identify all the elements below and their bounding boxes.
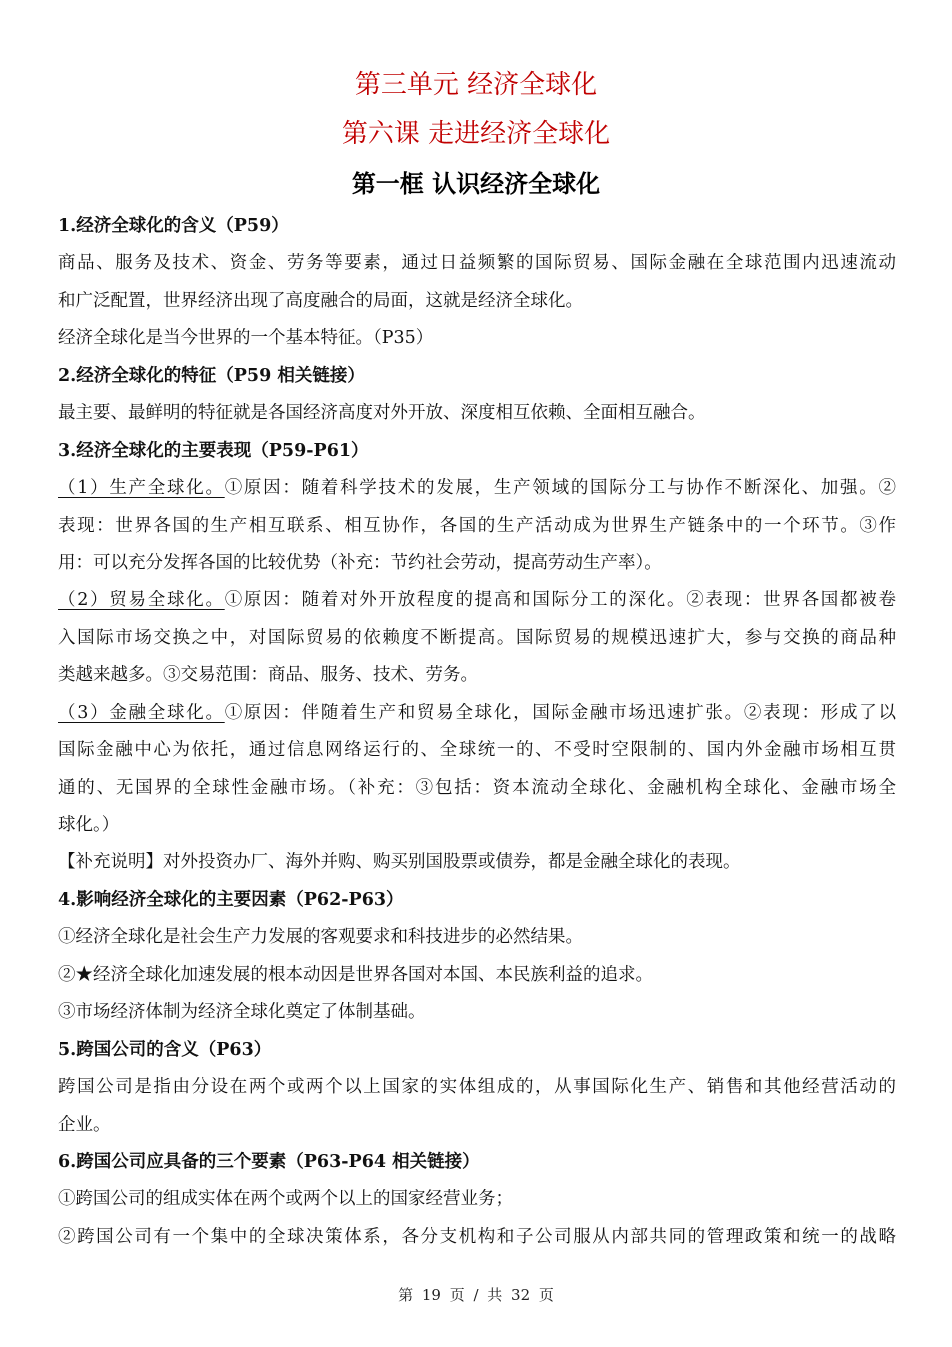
text-line bbox=[58, 657, 896, 694]
line-text: ③市场经济体制为经济全球化奠定了体制基础。 bbox=[58, 1002, 426, 1023]
text-line bbox=[58, 395, 896, 432]
line-text: 国际金融中心为依托，通过信息网络运行的、全球统一的、不受时空限制的、国内外金融市场相互贯 bbox=[58, 740, 896, 761]
text-line bbox=[58, 470, 896, 507]
section-heading: 4.影响经济全球化的主要因素（P62-P63） bbox=[58, 889, 404, 910]
text-line bbox=[58, 732, 896, 769]
text-line bbox=[58, 770, 896, 807]
text-line bbox=[58, 994, 896, 1031]
line-text: 最主要、最鲜明的特征就是各国经济高度对外开放、深度相互依赖、全面相互融合。 bbox=[58, 403, 706, 424]
underlined-subheading: （1）生产全球化。 bbox=[58, 478, 225, 499]
line-text: ①跨国公司的组成实体在两个或两个以上的国家经营业务； bbox=[58, 1189, 513, 1210]
frame-title: 第一框 认识经济全球化 bbox=[351, 169, 601, 198]
text-line bbox=[58, 844, 896, 881]
line-text: ①经济全球化是社会生产力发展的客观要求和科技进步的必然结果。 bbox=[58, 927, 583, 948]
text-line bbox=[58, 320, 896, 357]
line-text: ①原因：伴随着生产和贸易全球化，国际金融市场迅速扩张。②表现：形成了以 bbox=[224, 702, 896, 723]
text-line bbox=[58, 545, 896, 582]
section-heading: 3.经济全球化的主要表现（P59-P61） bbox=[58, 440, 369, 461]
line-text: 用：可以充分发挥各国的比较优势（补充：节约社会劳动，提高劳动生产率）。 bbox=[58, 552, 662, 573]
line-text: 企业。 bbox=[58, 1114, 111, 1135]
section-heading: 1.经济全球化的含义（P59） bbox=[58, 216, 289, 236]
line-text: 商品、服务及技术、资金、劳务等要素，通过日益频繁的国际贸易、国际金融在全球范围内迅速流动 bbox=[58, 253, 896, 274]
line-text: 跨国公司是指由分设在两个或两个以上国家的实体组成的，从事国际化生产、销售和其他经营活动的 bbox=[58, 1077, 896, 1098]
text-line bbox=[58, 1181, 896, 1218]
line-text: ①原因：随着科学技术的发展，生产领域的国际分工与协作不断深化、加强。② bbox=[224, 478, 896, 499]
text-line bbox=[58, 508, 896, 545]
text-line bbox=[58, 1069, 896, 1106]
underlined-subheading: （2）贸易全球化。 bbox=[58, 590, 225, 611]
line-text: 通的、无国界的全球性金融市场。（补充：③包括：资本流动全球化、金融机构全球化、金融市场全 bbox=[58, 777, 896, 798]
line-text: ①原因：随着对外开放程度的提高和国际分工的深化。②表现：世界各国都被卷 bbox=[224, 590, 896, 611]
line-text: 【补充说明】对外投资办厂、海外并购、购买别国股票或债券，都是金融全球化的表现。 bbox=[58, 852, 741, 873]
text-line bbox=[58, 919, 896, 956]
document-body bbox=[58, 208, 896, 1256]
page-number: 第 19 页 / 共 32 页 bbox=[398, 1286, 554, 1304]
text-line bbox=[58, 582, 896, 619]
underlined-subheading: （3）金融全球化。 bbox=[58, 702, 225, 723]
lesson-title: 第六课 走进经济全球化 bbox=[341, 119, 611, 149]
line-text: ②★经济全球化加速发展的根本动因是世界各国对本国、本民族利益的追求。 bbox=[58, 964, 653, 985]
section-heading: 5.跨国公司的含义（P63） bbox=[58, 1039, 272, 1060]
text-line bbox=[58, 807, 896, 844]
line-text: 入国际市场交换之中，对国际贸易的依赖度不断提高。国际贸易的规模迅速扩大，参与交换的商品种 bbox=[58, 627, 896, 648]
line-text: ②跨国公司有一个集中的全球决策体系，各分支机构和子公司服从内部共同的管理政策和统一的战略 bbox=[58, 1226, 896, 1247]
section-heading: 6.跨国公司应具备的三个要素（P63-P64 相关链接） bbox=[58, 1151, 480, 1172]
line-text: 类越来越多。③交易范围：商品、服务、技术、劳务。 bbox=[58, 665, 478, 686]
line-text: 经济全球化是当今世界的一个基本特征。（P35） bbox=[58, 328, 434, 349]
line-text: 和广泛配置，世界经济出现了高度融合的局面，这就是经济全球化。 bbox=[58, 290, 583, 311]
text-line bbox=[58, 620, 896, 657]
text-line bbox=[58, 695, 896, 732]
section-heading: 2.经济全球化的特征（P59 相关链接） bbox=[58, 365, 365, 386]
text-line bbox=[58, 1219, 896, 1256]
line-text: 表现：世界各国的生产相互联系、相互协作，各国的生产活动成为世界生产链条中的一个环节。③作 bbox=[58, 515, 896, 536]
text-line bbox=[58, 1107, 896, 1144]
line-text: 球化。） bbox=[58, 815, 120, 835]
text-line bbox=[58, 283, 896, 320]
text-line bbox=[58, 245, 896, 282]
text-line bbox=[58, 957, 896, 994]
unit-title: 第三单元 经济全球化 bbox=[354, 70, 598, 100]
